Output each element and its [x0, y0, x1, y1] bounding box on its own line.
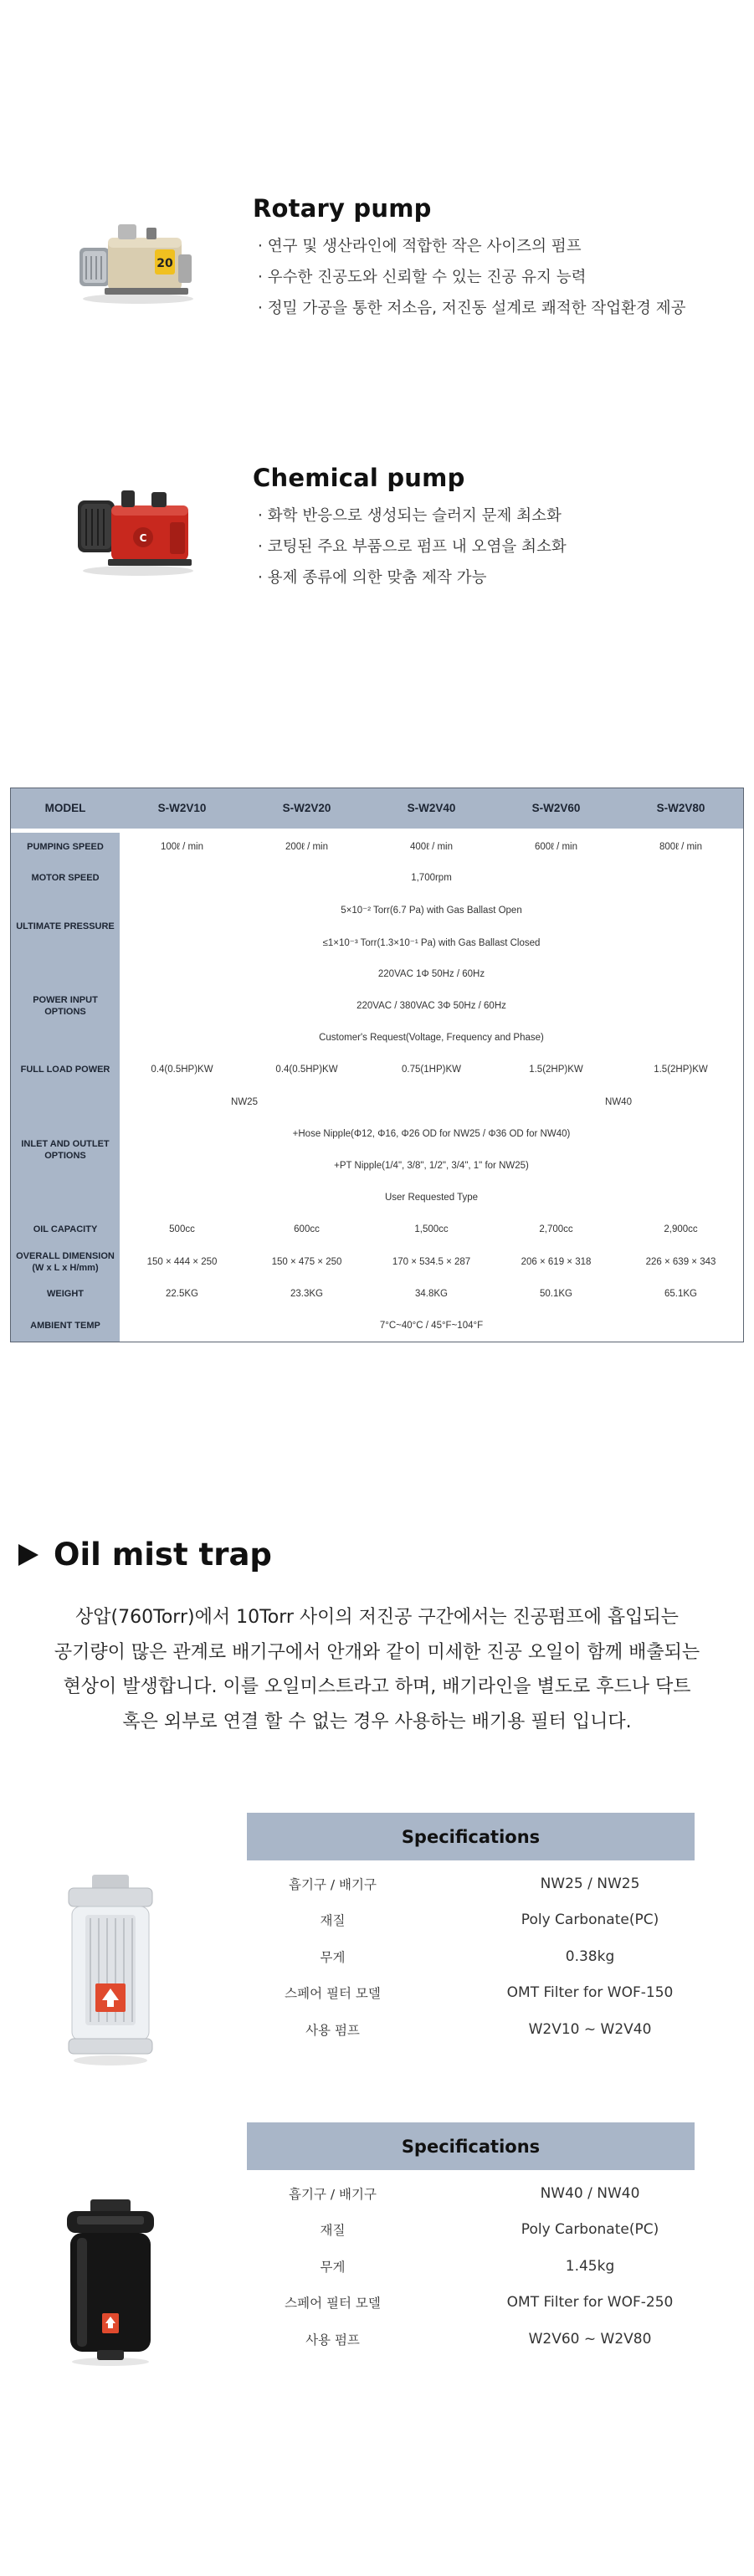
chemical-pump-title: Chemical pump: [253, 464, 465, 492]
table-cell: 150 × 475 × 250: [271, 1256, 342, 1267]
table-row: [11, 1214, 743, 1245]
description-line: 현상이 발생합니다. 이를 오일미스트라고 하며, 배기라인을 별도로 후드나 닥트: [63, 1676, 691, 1697]
spec-key: 사용 펌프: [305, 2332, 360, 2348]
table-cell: 1,500cc: [414, 1224, 449, 1235]
spec-value: 1.45kg: [565, 2257, 615, 2275]
table-cell: 1,700rpm: [411, 873, 452, 884]
table-cell: 7°C~40°C / 45°F~104°F: [379, 1320, 484, 1331]
table-cell: 600cc: [294, 1224, 320, 1235]
table-row: [11, 1182, 743, 1214]
spec-value: 0.38kg: [565, 1947, 615, 1965]
chemical-pump-icon: [71, 464, 205, 581]
feature-item: · 연구 및 생산라인에 적합한 작은 사이즈의 펌프: [258, 238, 582, 255]
row-label: INLET AND OUTLET OPTIONS: [11, 1086, 120, 1214]
table-cell: 2,900cc: [664, 1224, 698, 1235]
row-label: OVERALL DIMENSION (W x L x H/mm): [11, 1245, 120, 1277]
spec-key: 무게: [320, 1949, 346, 1965]
clear-oil-mist-trap-icon: [60, 1875, 161, 2067]
table-header-row: [11, 788, 743, 830]
table-cell: 50.1KG: [540, 1288, 572, 1299]
table-cell: 150 × 444 × 250: [146, 1256, 218, 1267]
table-cell: 1.5(2HP)KW: [529, 1065, 583, 1075]
table-row: [11, 862, 743, 894]
table-row: [11, 1245, 743, 1277]
spec-value: OMT Filter for WOF-250: [506, 2294, 674, 2312]
table-cell: 65.1KG: [664, 1288, 697, 1299]
feature-item: · 우수한 진공도와 신뢰할 수 있는 진공 유지 능력: [258, 269, 587, 286]
header-cell: S-W2V40: [369, 788, 494, 830]
spec-value: Poly Carbonate(PC): [521, 2221, 659, 2239]
spec-key: 스페어 필터 모델: [285, 2296, 381, 2312]
table-cell: 600ℓ / min: [534, 842, 578, 853]
oil-mist-heading: [18, 1537, 272, 1573]
description-line: 공기량이 많은 관계로 배기구에서 안개와 같이 미세한 진공 오일이 함께 배출되는: [54, 1641, 700, 1663]
table-cell: [369, 1086, 494, 1118]
spec-value: W2V60 ~ W2V80: [528, 2330, 652, 2348]
rotary-pump-icon: [71, 194, 205, 311]
table-row: [11, 1118, 743, 1150]
spec-row: [247, 2212, 695, 2249]
description-line: 상압(760Torr)에서 10Torr 사이의 저진공 구간에서는 진공펌프에 흡입되는: [75, 1607, 679, 1628]
rotary-pump-section: [0, 159, 754, 326]
table-cell: 800ℓ / min: [659, 842, 703, 853]
spec-row: [247, 2321, 695, 2358]
row-label: OIL CAPACITY: [11, 1214, 120, 1245]
triangle-bullet-icon: [18, 1544, 38, 1566]
table-cell: 226 × 639 × 343: [645, 1256, 716, 1267]
chemical-pump-label: C: [139, 532, 147, 544]
spec-row: [247, 1975, 695, 2012]
table-cell: 170 × 534.5 × 287: [392, 1256, 471, 1267]
table-cell: 0.75(1HP)KW: [402, 1065, 461, 1075]
table-cell: ≤1×10⁻³ Torr(1.3×10⁻¹ Pa) with Gas Ballast Closed: [322, 937, 541, 948]
spec-key: 스페어 필터 모델: [285, 1986, 381, 2002]
table-cell: 500cc: [169, 1224, 195, 1235]
feature-item: · 화학 반응으로 생성되는 슬러지 문제 최소화: [258, 507, 562, 525]
table-cell: 23.3KG: [290, 1288, 323, 1299]
black-oil-mist-trap-image: [60, 2199, 161, 2370]
spec-key: 재질: [320, 1913, 346, 1929]
feature-item: · 용제 종류에 의한 맞춤 제작 가능: [258, 569, 487, 587]
table-cell: 0.4(0.5HP)KW: [275, 1065, 338, 1075]
spec-row: [247, 1865, 695, 1902]
rotary-pump-title: Rotary pump: [253, 194, 432, 223]
table-cell: 0.4(0.5HP)KW: [151, 1065, 213, 1075]
spec-table: [11, 788, 743, 1342]
feature-item: · 정밀 가공을 통한 저소음, 저진동 설계로 쾌적한 작업환경 제공: [258, 300, 686, 317]
spec-key: 사용 펌프: [305, 2022, 360, 2038]
row-label: ULTIMATE PRESSURE: [11, 894, 120, 957]
table-cell: 5×10⁻² Torr(6.7 Pa) with Gas Ballast Open: [341, 906, 522, 916]
table-row: [11, 1278, 743, 1310]
table-cell: +Hose Nipple(Φ12, Φ16, Φ26 OD for NW25 / Φ36 OD for NW40): [292, 1128, 571, 1139]
chemical-pump-image: [71, 464, 205, 581]
spec-key: 재질: [320, 2223, 346, 2239]
table-row: [11, 926, 743, 958]
table-cell: Customer's Request(Voltage, Frequency and Phase): [319, 1033, 544, 1044]
table-row: [11, 990, 743, 1022]
table-cell: 100ℓ / min: [160, 842, 204, 853]
spec-box-wof-250: [247, 2122, 695, 2358]
black-oil-mist-trap-icon: [60, 2199, 161, 2367]
chemical-pump-section: [0, 428, 754, 596]
table-row: [11, 1022, 743, 1054]
feature-item: · 코팅된 주요 부품으로 펌프 내 오염을 최소화: [258, 538, 567, 556]
clear-oil-mist-trap-image: [60, 1875, 161, 2071]
row-label: PUMPING SPEED: [11, 830, 120, 862]
spec-key: 흡기구 / 배기구: [289, 1876, 377, 1892]
row-label: MOTOR SPEED: [11, 862, 120, 894]
rotary-pump-feature-list: [258, 231, 685, 324]
spec-value: NW40 / NW40: [540, 2184, 640, 2202]
header-cell: S-W2V10: [120, 788, 244, 830]
oil-mist-description: [0, 1600, 754, 1739]
table-cell: 220VAC 1Φ 50Hz / 60Hz: [377, 968, 485, 979]
table-row: [11, 1054, 743, 1085]
description-line: 혹은 외부로 연결 할 수 없는 경우 사용하는 배기용 필터 입니다.: [122, 1711, 632, 1732]
table-cell: 220VAC / 380VAC 3Φ 50Hz / 60Hz: [356, 1001, 506, 1012]
header-cell: S-W2V20: [244, 788, 369, 830]
table-cell: 34.8KG: [415, 1288, 448, 1299]
spec-box-wof-150: [247, 1813, 695, 2048]
row-label: FULL LOAD POWER: [11, 1054, 120, 1085]
table-row: [11, 894, 743, 926]
row-label: POWER INPUT OPTIONS: [11, 958, 120, 1055]
header-cell: S-W2V80: [618, 788, 743, 830]
rotary-pump-image: [71, 194, 205, 311]
spec-value: NW25 / NW25: [540, 1875, 640, 1892]
spec-key: 무게: [320, 2259, 346, 2275]
table-cell: 206 × 619 × 318: [521, 1256, 592, 1267]
table-cell: NW25: [231, 1096, 258, 1107]
header-model: MODEL: [11, 788, 120, 830]
table-cell: 22.5KG: [166, 1288, 198, 1299]
spec-box-header: Specifications: [247, 1813, 695, 1860]
table-row: [11, 1086, 743, 1118]
table-row: [11, 1310, 743, 1342]
rotary-pump-label: 20: [156, 257, 173, 270]
table-cell: NW40: [605, 1096, 632, 1107]
spec-row: [247, 1902, 695, 1939]
pump-spec-table: [10, 788, 744, 1342]
table-cell: 200ℓ / min: [285, 842, 329, 853]
spec-value: W2V10 ~ W2V40: [528, 2020, 652, 2038]
chemical-pump-feature-list: [258, 500, 567, 593]
table-cell: 2,700cc: [539, 1224, 573, 1235]
spec-row: [247, 2248, 695, 2285]
table-row: [11, 958, 743, 990]
oil-mist-heading-text: Oil mist trap: [54, 1537, 272, 1573]
header-cell: S-W2V60: [494, 788, 618, 830]
table-cell: 400ℓ / min: [409, 842, 454, 853]
table-row: [11, 830, 743, 862]
row-label: AMBIENT TEMP: [11, 1310, 120, 1342]
row-label: WEIGHT: [11, 1278, 120, 1310]
table-row: [11, 1150, 743, 1182]
table-cell: +PT Nipple(1/4", 3/8", 1/2", 3/4", 1" for NW25): [334, 1160, 529, 1171]
spec-box-header: Specifications: [247, 2122, 695, 2170]
spec-row: [247, 2175, 695, 2212]
spec-row: [247, 2011, 695, 2048]
spec-row: [247, 2285, 695, 2322]
table-cell: User Requested Type: [384, 1193, 479, 1203]
spec-value: Poly Carbonate(PC): [521, 1911, 659, 1929]
spec-value: OMT Filter for WOF-150: [506, 1984, 674, 2002]
table-cell: 1.5(2HP)KW: [654, 1065, 708, 1075]
spec-key: 흡기구 / 배기구: [289, 2186, 377, 2202]
spec-row: [247, 1938, 695, 1975]
